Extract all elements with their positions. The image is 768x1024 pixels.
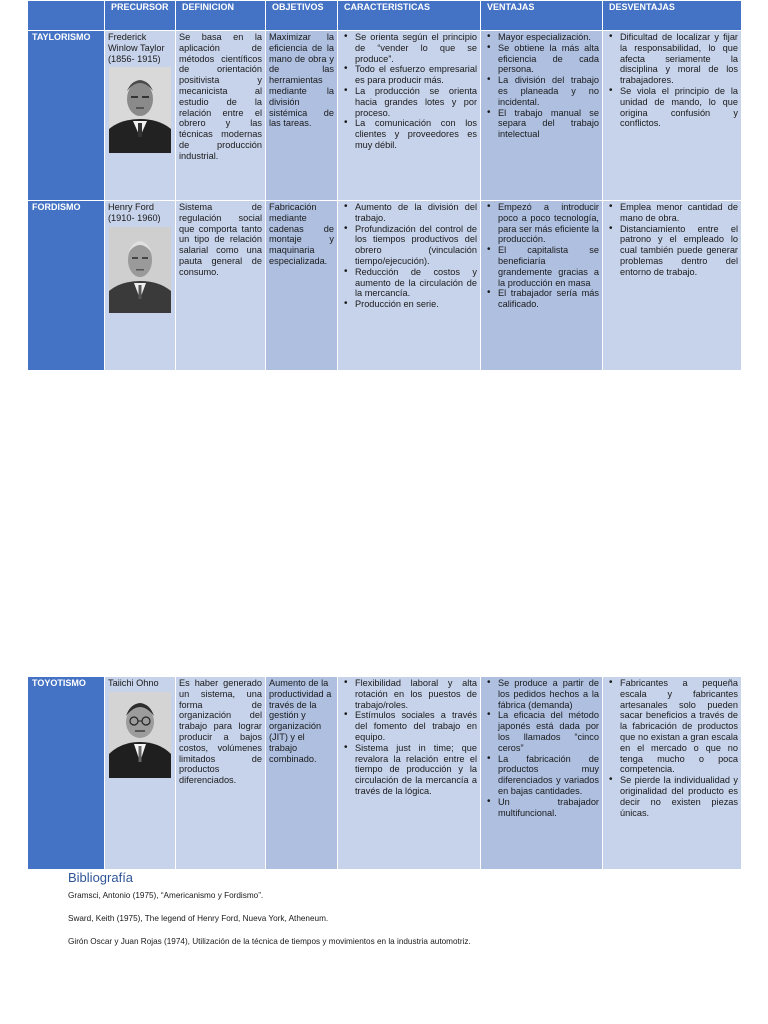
portrait-ohno-icon: [109, 692, 171, 778]
bibliography-entry: Gramsci, Antonio (1975), “Americanismo y Fordismo”.: [68, 891, 264, 900]
comparison-table-bottom: [27, 676, 742, 870]
list-item: • Producción en serie.: [341, 299, 477, 310]
list-item: • Se produce a partir de los pedidos hechos a la fábrica (demanda): [484, 678, 599, 710]
list-item: • Fabricantes a pequeña escala y fabricantes artesanales solo pueden sacar beneficios a través de la fabricación de productos que no existan a gran escala en el mercado o que no tenga mucho o poca competencia.: [606, 678, 738, 775]
portrait-taylor-icon: [109, 67, 171, 153]
list-item: • Profundización del control de los tiempos productivos del obrero (vinculación tiempo/ejecución).: [341, 224, 477, 267]
table-row-fordismo: [28, 201, 742, 371]
portrait-ford-icon: [109, 227, 171, 313]
header-ventajas: VENTAJAS: [481, 1, 603, 31]
table-row-taylorismo: [28, 31, 742, 201]
definicion-toyotismo: Es haber generado un sistema, una forma de organización del trabajo para lograr producir a bajos costos, volúmenes limitados de productos diferenciados.: [176, 677, 266, 870]
header-objetivos: OBJETIVOS: [266, 1, 338, 31]
desventajas-taylorismo: [603, 31, 742, 201]
objetivos-taylorismo: Maximizar la eficiencia de la mano de obra y de las herramientas mediante la división sistémica de las tareas.: [266, 31, 338, 201]
list-item: • Emplea menor cantidad de mano de obra.: [606, 202, 738, 224]
bibliography-entry: Girón Oscar y Juan Rojas (1974), Utilización de la técnica de tiempos y movimientos en la industria automotriz.: [68, 937, 471, 946]
table-header-row: [28, 1, 742, 31]
precursor-name: Henry Ford (1910- 1960): [108, 202, 161, 223]
bibliography-section: [68, 870, 758, 960]
header-caracteristicas: CARACTERISTICAS: [338, 1, 481, 31]
list-item: • La producción se orienta hacia grandes lotes y por proceso.: [341, 86, 477, 118]
ventajas-fordismo: [481, 201, 603, 371]
caracteristicas-taylorismo: [338, 31, 481, 201]
list-item: • Se viola el principio de la unidad de mando, lo que origina confusión y conflictos.: [606, 86, 738, 129]
list-item: • El trabajo manual se separa del trabajo intelectual: [484, 108, 599, 140]
desventajas-fordismo: [603, 201, 742, 371]
precursor-cell-toyotismo: [105, 677, 176, 870]
table-row-toyotismo: [28, 677, 742, 870]
list-item: • La división del trabajo es planeada y no incidental.: [484, 75, 599, 107]
caracteristicas-fordismo: [338, 201, 481, 371]
definicion-taylorismo: Se basa en la aplicación de métodos científicos de orientación positivista y mecanicista al estudio de la relación entre el obrero y las técnicas modernas de producción industrial.: [176, 31, 266, 201]
list-item: • Se orienta según el principio de “vender lo que se produce”.: [341, 32, 477, 64]
list-item: • Distanciamiento entre el patrono y el empleado lo cual también puede generar problemas dentro del entorno de trabajo.: [606, 224, 738, 278]
list-item: • El capitalista se beneficiaría grandemente gracias a la producción en masa: [484, 245, 599, 288]
row-label-toyotismo: TOYOTISMO: [28, 677, 105, 870]
list-item: • La fabricación de productos muy diferenciados y variados en bajas cantidades.: [484, 754, 599, 797]
caracteristicas-toyotismo: [338, 677, 481, 870]
list-item: • Un trabajador multifuncional.: [484, 797, 599, 819]
ventajas-taylorismo: [481, 31, 603, 201]
list-item: • Se obtiene la más alta eficiencia de cada persona.: [484, 43, 599, 75]
objetivos-fordismo: Fabricación mediante cadenas de montaje y maquinaria especializada.: [266, 201, 338, 371]
precursor-name: Frederick Winlow Taylor (1856- 1915): [108, 32, 165, 64]
list-item: • Dificultad de localizar y fijar la responsabilidad, lo que afecta seriamente la disciplina y moral de los trabajadores.: [606, 32, 738, 86]
precursor-cell-taylorismo: [105, 31, 176, 201]
list-item: • La comunicación con los clientes y proveedores es muy débil.: [341, 118, 477, 150]
precursor-cell-fordismo: [105, 201, 176, 371]
list-item: • Flexibilidad laboral y alta rotación en los puestos de trabajo/roles.: [341, 678, 477, 710]
list-item: • Empezó a introducir poco a poco tecnología, para ser más eficiente la producción.: [484, 202, 599, 245]
list-item: • Sistema just in time; que revalora la relación entre el tiempo de producción y la circulación de la mercancía a través de la lógica.: [341, 743, 477, 797]
ventajas-toyotismo: [481, 677, 603, 870]
header-definicion: DEFINICION: [176, 1, 266, 31]
header-precursor: PRECURSOR: [105, 1, 176, 31]
row-label-fordismo: FORDISMO: [28, 201, 105, 371]
list-item: • Estímulos sociales a través del fomento del trabajo en equipo.: [341, 710, 477, 742]
list-item: • Aumento de la división del trabajo.: [341, 202, 477, 224]
row-label-taylorismo: TAYLORISMO: [28, 31, 105, 201]
definicion-fordismo: Sistema de regulación social que comporta tanto un tipo de relación salarial como una pauta general de consumo.: [176, 201, 266, 371]
bibliography-entry: Sward, Keith (1975), The legend of Henry Ford, Nueva York, Atheneum.: [68, 914, 329, 923]
header-empty: [28, 1, 105, 31]
list-item: • Mayor especialización.: [484, 32, 599, 43]
objetivos-toyotismo: Aumento de la productividad a través de la gestión y organización (JIT) y el trabajo combinado.: [266, 677, 338, 870]
list-item: • Reducción de costos y aumento de la circulación de la mercancía.: [341, 267, 477, 299]
bibliography-title: Bibliografía: [68, 870, 134, 885]
comparison-table-top: [27, 0, 742, 371]
list-item: • Todo el esfuerzo empresarial es para producir más.: [341, 64, 477, 86]
precursor-name: Taiichi Ohno: [108, 678, 159, 688]
header-desventajas: DESVENTAJAS: [603, 1, 742, 31]
desventajas-toyotismo: [603, 677, 742, 870]
list-item: • La eficacia del método japonés está dada por los llamados “cinco ceros”: [484, 710, 599, 753]
list-item: • Se pierde la individualidad y originalidad del producto es decir no existen piezas únicas.: [606, 775, 738, 818]
list-item: • El trabajador sería más calificado.: [484, 288, 599, 310]
